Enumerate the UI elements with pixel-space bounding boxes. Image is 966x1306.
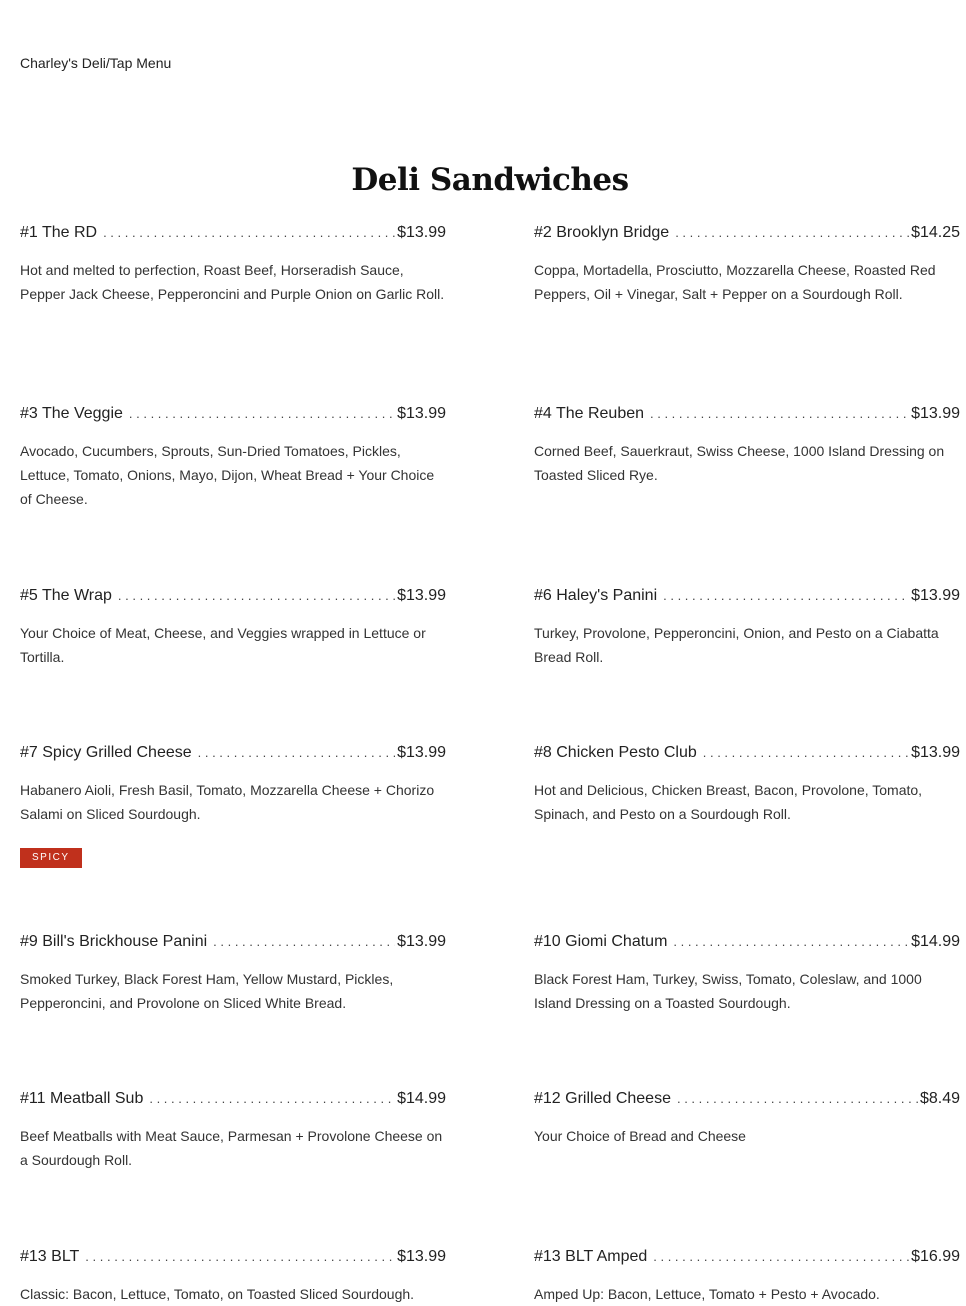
item-price: $13.99	[911, 405, 960, 422]
menu-item-brooklyn-bridge	[534, 222, 960, 306]
dot-leader	[85, 1246, 395, 1268]
item-price: $13.99	[397, 1248, 446, 1265]
item-price: $13.99	[397, 933, 446, 950]
dot-leader	[663, 585, 909, 607]
item-description: Hot and melted to perfection, Roast Beef, Horseradish Sauce, Pepper Jack Cheese, Pepperoncini and Purple Onion on Garlic Roll.	[20, 262, 445, 302]
dot-leader	[653, 1246, 909, 1268]
menu-item-the-rd	[20, 222, 446, 306]
item-name: #3 The Veggie	[20, 405, 123, 422]
item-description: Hot and Delicious, Chicken Breast, Bacon, Provolone, Tomato, Spinach, and Pesto on a Sourdough Roll.	[534, 782, 923, 822]
item-price: $14.99	[911, 933, 960, 950]
dot-leader	[673, 931, 909, 953]
dot-leader	[703, 742, 909, 764]
menu-item-the-veggie	[20, 403, 446, 511]
item-description: Beef Meatballs with Meat Sauce, Parmesan + Provolone Cheese on a Sourdough Roll.	[20, 1128, 443, 1168]
item-description: Amped Up: Bacon, Lettuce, Tomato + Pesto + Avocado.	[534, 1286, 880, 1302]
dot-leader	[213, 931, 395, 953]
item-description: Classic: Bacon, Lettuce, Tomato, on Toasted Sliced Sourdough.	[20, 1286, 415, 1302]
dot-leader	[118, 585, 395, 607]
item-description: Smoked Turkey, Black Forest Ham, Yellow Mustard, Pickles, Pepperoncini, and Provolone on Sliced White Bread.	[20, 971, 394, 1011]
menu-item-the-wrap	[20, 585, 446, 669]
item-description: Your Choice of Bread and Cheese	[534, 1128, 746, 1144]
menu-item-chicken-pesto-club	[534, 742, 960, 826]
dot-leader	[675, 222, 909, 244]
item-price: $13.99	[911, 587, 960, 604]
item-name: #5 The Wrap	[20, 587, 112, 604]
item-description: Avocado, Cucumbers, Sprouts, Sun-Dried Tomatoes, Pickles, Lettuce, Tomato, Onions, Mayo, Dijon, Wheat Bread + Your Choice of Cheese.	[20, 443, 435, 507]
item-name: #12 Grilled Cheese	[534, 1090, 671, 1107]
menu-item-blt-amped	[534, 1246, 960, 1306]
item-description: Corned Beef, Sauerkraut, Swiss Cheese, 1000 Island Dressing on Toasted Sliced Rye.	[534, 443, 945, 483]
item-price: $14.99	[397, 1090, 446, 1107]
item-name: #9 Bill's Brickhouse Panini	[20, 933, 208, 950]
dot-leader	[677, 1088, 918, 1110]
item-description: Your Choice of Meat, Cheese, and Veggies wrapped in Lettuce or Tortilla.	[20, 625, 426, 665]
item-price: $16.99	[911, 1248, 960, 1265]
item-name: #2 Brooklyn Bridge	[534, 224, 670, 241]
item-price: $13.99	[397, 744, 446, 761]
dot-leader	[650, 403, 909, 425]
section-title: Deli Sandwiches	[351, 162, 629, 198]
spicy-badge: SPICY	[20, 848, 82, 868]
item-price: $13.99	[911, 744, 960, 761]
menu-item-the-reuben	[534, 403, 960, 487]
item-price: $13.99	[397, 587, 446, 604]
dot-leader	[149, 1088, 395, 1110]
item-description: Black Forest Ham, Turkey, Swiss, Tomato, Coleslaw, and 1000 Island Dressing on a Toasted Sourdough.	[534, 971, 922, 1011]
item-name: #11 Meatball Sub	[20, 1090, 144, 1107]
item-price: $13.99	[397, 224, 446, 241]
item-description: Habanero Aioli, Fresh Basil, Tomato, Mozzarella Cheese + Chorizo Salami on Sliced Sourdough.	[20, 782, 435, 822]
menu-item-meatball-sub	[20, 1088, 446, 1172]
item-name: #13 BLT	[20, 1248, 80, 1265]
item-price: $14.25	[911, 224, 960, 241]
menu-item-blt	[20, 1246, 446, 1306]
breadcrumb[interactable]: Charley's Deli/Tap Menu	[20, 55, 172, 71]
item-description: Turkey, Provolone, Pepperoncini, Onion, and Pesto on a Ciabatta Bread Roll.	[534, 625, 939, 665]
item-price: $8.49	[919, 1090, 960, 1107]
menu-item-giomi-chatum	[534, 931, 960, 1015]
item-name: #1 The RD	[20, 224, 98, 241]
dot-leader	[198, 742, 395, 764]
item-price: $13.99	[397, 405, 446, 422]
item-name: #6 Haley's Panini	[534, 587, 658, 604]
item-name: #4 The Reuben	[534, 405, 645, 422]
dot-leader	[129, 403, 395, 425]
item-name: #10 Giomi Chatum	[534, 933, 668, 950]
menu-item-bills-brickhouse-panini	[20, 931, 446, 1015]
dot-leader	[103, 222, 395, 244]
menu-item-haleys-panini	[534, 585, 960, 669]
item-name: #7 Spicy Grilled Cheese	[20, 744, 192, 761]
item-name: #8 Chicken Pesto Club	[534, 744, 697, 761]
menu-item-spicy-grilled-cheese	[20, 742, 446, 868]
item-description: Coppa, Mortadella, Prosciutto, Mozzarella Cheese, Roasted Red Peppers, Oil + Vinegar, Salt + Pepper on a Sourdough Roll.	[534, 262, 936, 302]
item-name: #13 BLT Amped	[534, 1248, 648, 1265]
menu-item-grilled-cheese	[534, 1088, 960, 1148]
